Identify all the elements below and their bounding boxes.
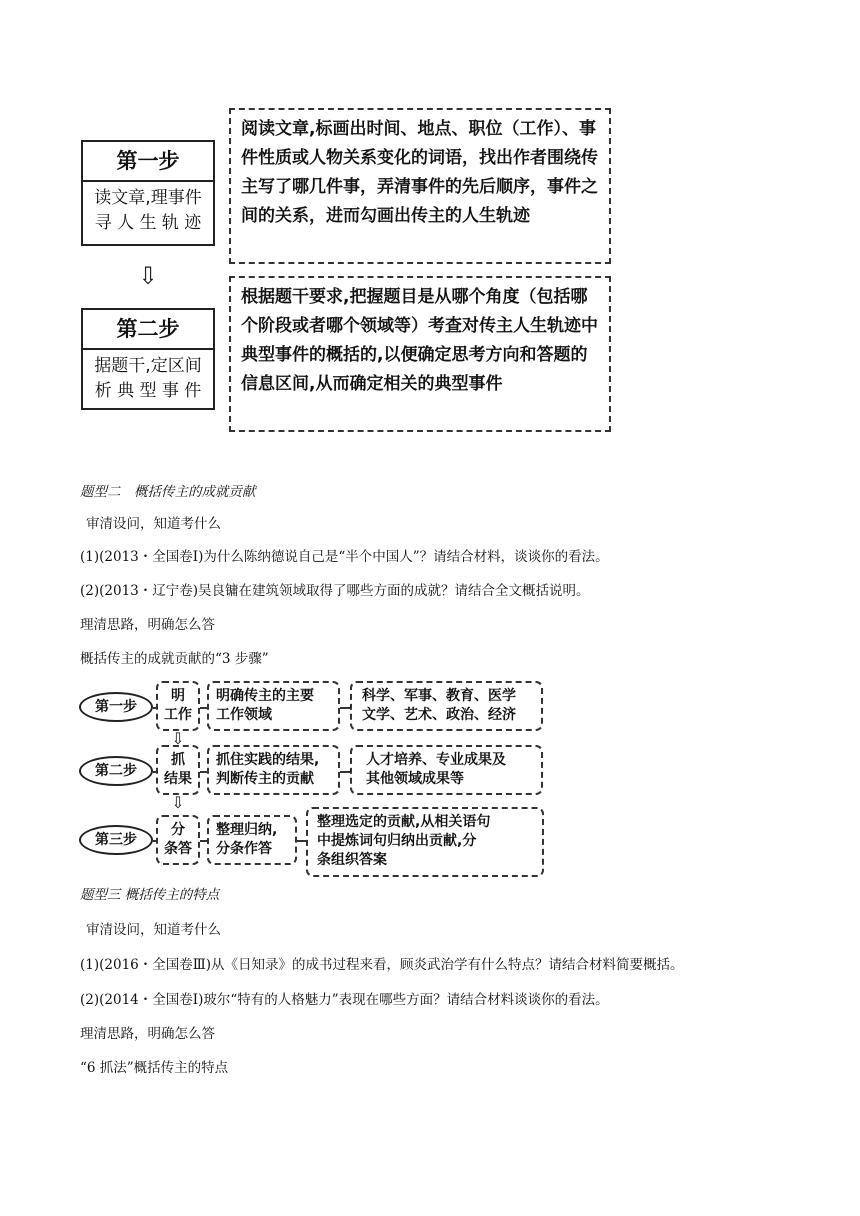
step2-title: 第二步 xyxy=(83,310,213,350)
step-key-box-3 xyxy=(156,815,200,865)
section2-question-2: (2)(2013・辽宁卷)吴良镛在建筑领域取得了哪些方面的成就？请结合全文概括说明。 xyxy=(80,583,590,599)
step-example-3-line3: 条组织答案 xyxy=(317,852,387,868)
step1-title: 第一步 xyxy=(83,142,213,182)
step1-description: 阅读文章,标画出时间、地点、职位（工作）、事件性质或人物关系变化的词语，找出作者围绕传主写了哪几件事，弄清事件的先后顺序，事件之间的关系，进而勾画出传主的人生轨迹 xyxy=(229,108,611,264)
step-desc-box-2 xyxy=(207,745,340,795)
step1-box xyxy=(81,140,215,246)
section2-heading: 题型二 概括传主的成就贡献 xyxy=(80,484,256,500)
step2-line2: 析 典 型 事 件 xyxy=(94,381,202,401)
step-key-1-line2: 工作 xyxy=(164,707,192,723)
section3-question-1: (1)(2016・全国卷Ⅲ)从《日知录》的成书过程来看，顾炎武治学有什么特点？请结合材料简要概括。 xyxy=(80,957,684,973)
step-example-2-line2: 其他领域成果等 xyxy=(366,771,464,787)
step-key-2-line2: 结果 xyxy=(164,771,192,787)
step-key-box-1 xyxy=(156,681,200,731)
down-arrow-icon: ⇩ xyxy=(171,793,185,812)
section3-question-2: (2)(2014・全国卷Ⅰ)玻尔“特有的人格魅力”表现在哪些方面？请结合材料谈谈你的看法。 xyxy=(80,992,609,1008)
step1-line1: 读文章,理事件 xyxy=(94,188,202,208)
step2-description: 根据题干要求,把握题目是从哪个角度（包括哪个阶段或者哪个领域等）考查对传主人生轨迹中典型事件的概括的,以便确定思考方向和答题的信息区间,从而确定相关的典型事件 xyxy=(229,276,611,432)
step-desc-box-3 xyxy=(207,815,297,865)
section2-subheading-2: 理清思路，明确怎么答 xyxy=(80,617,215,633)
step-example-2-line1: 人才培养、专业成果及 xyxy=(366,752,506,768)
step-key-3-line2: 条答 xyxy=(164,841,192,857)
step-desc-2-line1: 抓住实践的结果, xyxy=(216,752,320,768)
step1-line2: 寻 人 生 轨 迹 xyxy=(94,213,202,233)
step-desc-box-1 xyxy=(207,681,340,731)
step-desc-1-line1: 明确传主的主要 xyxy=(216,688,314,704)
step-example-3-line2: 中提炼词句归纳出贡献,分 xyxy=(317,833,477,849)
section3-heading: 题型三 概括传主的特点 xyxy=(80,887,220,903)
step-example-1-line2: 文学、艺术、政治、经济 xyxy=(362,707,516,723)
section2-question-1: (1)(2013・全国卷Ⅰ)为什么陈纳德说自己是“半个中国人”？请结合材料，谈谈你的看法。 xyxy=(80,549,609,565)
section3-subheading-1: 审清设问，知道考什么 xyxy=(86,922,221,938)
step-example-3-line1: 整理选定的贡献,从相关语句 xyxy=(317,814,491,830)
step-key-2-line1: 抓 xyxy=(171,752,185,768)
step-oval-2: 第二步 xyxy=(79,756,153,786)
step-oval-1: 第一步 xyxy=(79,692,153,722)
section3-subheading-2: 理清思路，明确怎么答 xyxy=(80,1026,215,1042)
step-key-1-line1: 明 xyxy=(171,688,185,704)
step2-box xyxy=(81,308,215,410)
section2-intro: 概括传主的成就贡献的“3 步骤” xyxy=(80,651,269,667)
down-arrow-icon: ⇩ xyxy=(171,729,185,748)
step-example-box-2 xyxy=(350,745,543,795)
step2-line1: 据题干,定区间 xyxy=(94,356,202,376)
step-example-box-3 xyxy=(306,807,544,877)
down-arrow-icon: ⇩ xyxy=(137,262,159,290)
step-desc-1-line2: 工作领域 xyxy=(216,707,272,723)
step-key-box-2 xyxy=(156,745,200,795)
step-example-1-line1: 科学、军事、教育、医学 xyxy=(362,688,516,704)
step-oval-3: 第三步 xyxy=(79,825,153,855)
step-desc-2-line2: 判断传主的贡献 xyxy=(216,771,314,787)
section3-intro: “6 抓法”概括传主的特点 xyxy=(80,1060,229,1076)
step-example-box-1 xyxy=(350,681,543,731)
section2-subheading-1: 审清设问，知道考什么 xyxy=(86,516,221,532)
step-key-3-line1: 分 xyxy=(171,822,185,838)
step-desc-3-line1: 整理归纳, xyxy=(216,822,278,838)
step-desc-3-line2: 分条作答 xyxy=(216,841,272,857)
